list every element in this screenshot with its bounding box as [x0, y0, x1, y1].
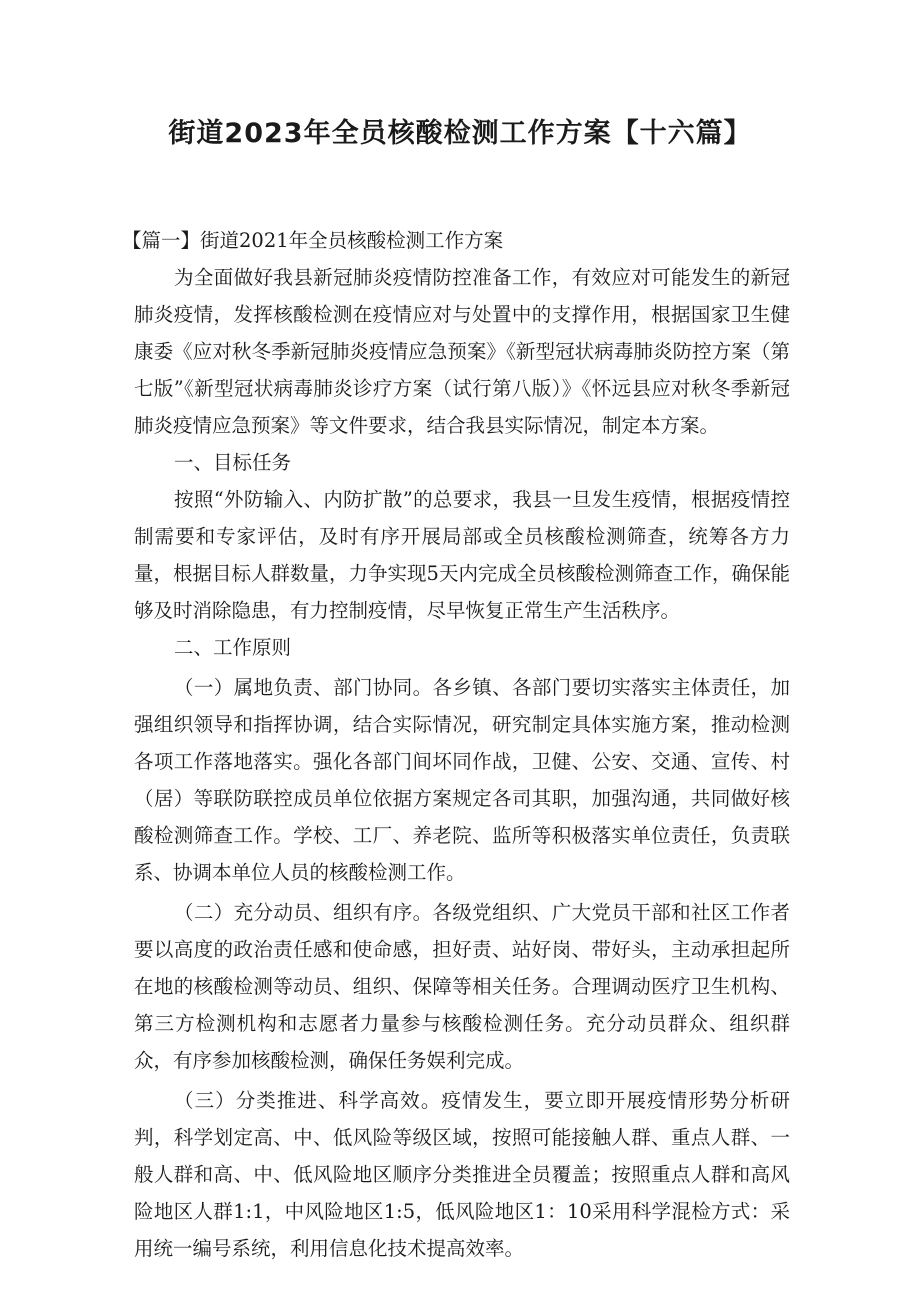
document-title: 街道2023年全员核酸检测工作方案【十六篇】	[168, 118, 752, 149]
goals-paragraph: 按照“外防输入、内防扩散”的总要求，我县一旦发生疫情，根据疫情控制需要和专家评估，及时有序开展局部或全员核酸检测筛查，统筹各方力量，根据目标人群数量，力争实现5天内完成全员核酸检测筛查工作，确保能够及时消除隐患，有力控制疫情，尽早恢复正常生产生活秩序。	[134, 488, 790, 622]
section-heading-principles: 二、工作原则	[174, 636, 292, 659]
principle-paragraph-3: （三）分类推进、科学高效。疫情发生，要立即开展疫情形势分析研判，科学划定高、中、低风险等级区域，按照可能接触人群、重点人群、一般人群和高、中、低风险地区顺序分类推进全员覆盖；按照重点人群和高风险地区人群1:1，中风险地区1:5，低风险地区1：10采用科学混检方式：采用统一编号系统，利用信息化技术提高效率。	[134, 1089, 790, 1260]
intro-paragraph: 为全面做好我县新冠肺炎疫情防控准备工作，有效应对可能发生的新冠肺炎疫情，发挥核酸检测在疫情应对与处置中的支撑作用，根据国家卫生健康委《应对秋冬季新冠肺炎疫情应急预案》《新型冠状病毒肺炎防控方案（第七版”《新型冠状病毒肺炎诊疗方案（试行第八版）》《怀远县应对秋冬季新冠肺炎疫情应急预案》等文件要求，结合我县实际情况，制定本方案。	[134, 266, 790, 437]
part-heading: 【篇一】街道2021年全员核酸检测工作方案	[122, 229, 504, 252]
principle-paragraph-2: （二）充分动员、组织有序。各级党组织、广大党员干部和社区工作者要以高度的政治责任感和使命感，担好责、站好岗、带好头，主动承担起所在地的核酸检测等动员、组织、保障等相关任务。合理调动医疗卫生机构、第三方检测机构和志愿者力量参与核酸检测任务。充分动员群众、组织群众，有序参加核酸检测，确保任务娱利完成。	[134, 901, 790, 1072]
section-heading-goals: 一、目标任务	[174, 451, 292, 474]
principle-paragraph-1: （一）属地负责、部门协同。各乡镇、各部门要切实落实主体责任，加强组织领导和指挥协调，结合实际情况，研究制定具体实施方案，推动检测各项工作落地落实。强化各部门间坏同作战，卫健、公安、交通、宣传、村（居）等联防联控成员单位依据方案规定各司其职，加强沟通，共同做好核酸检测筛查工作。学校、工厂、养老院、监所等积极落实单位责任，负责联系、协调本单位人员的核酸检测工作。	[134, 676, 790, 884]
document-body	[122, 222, 790, 1267]
